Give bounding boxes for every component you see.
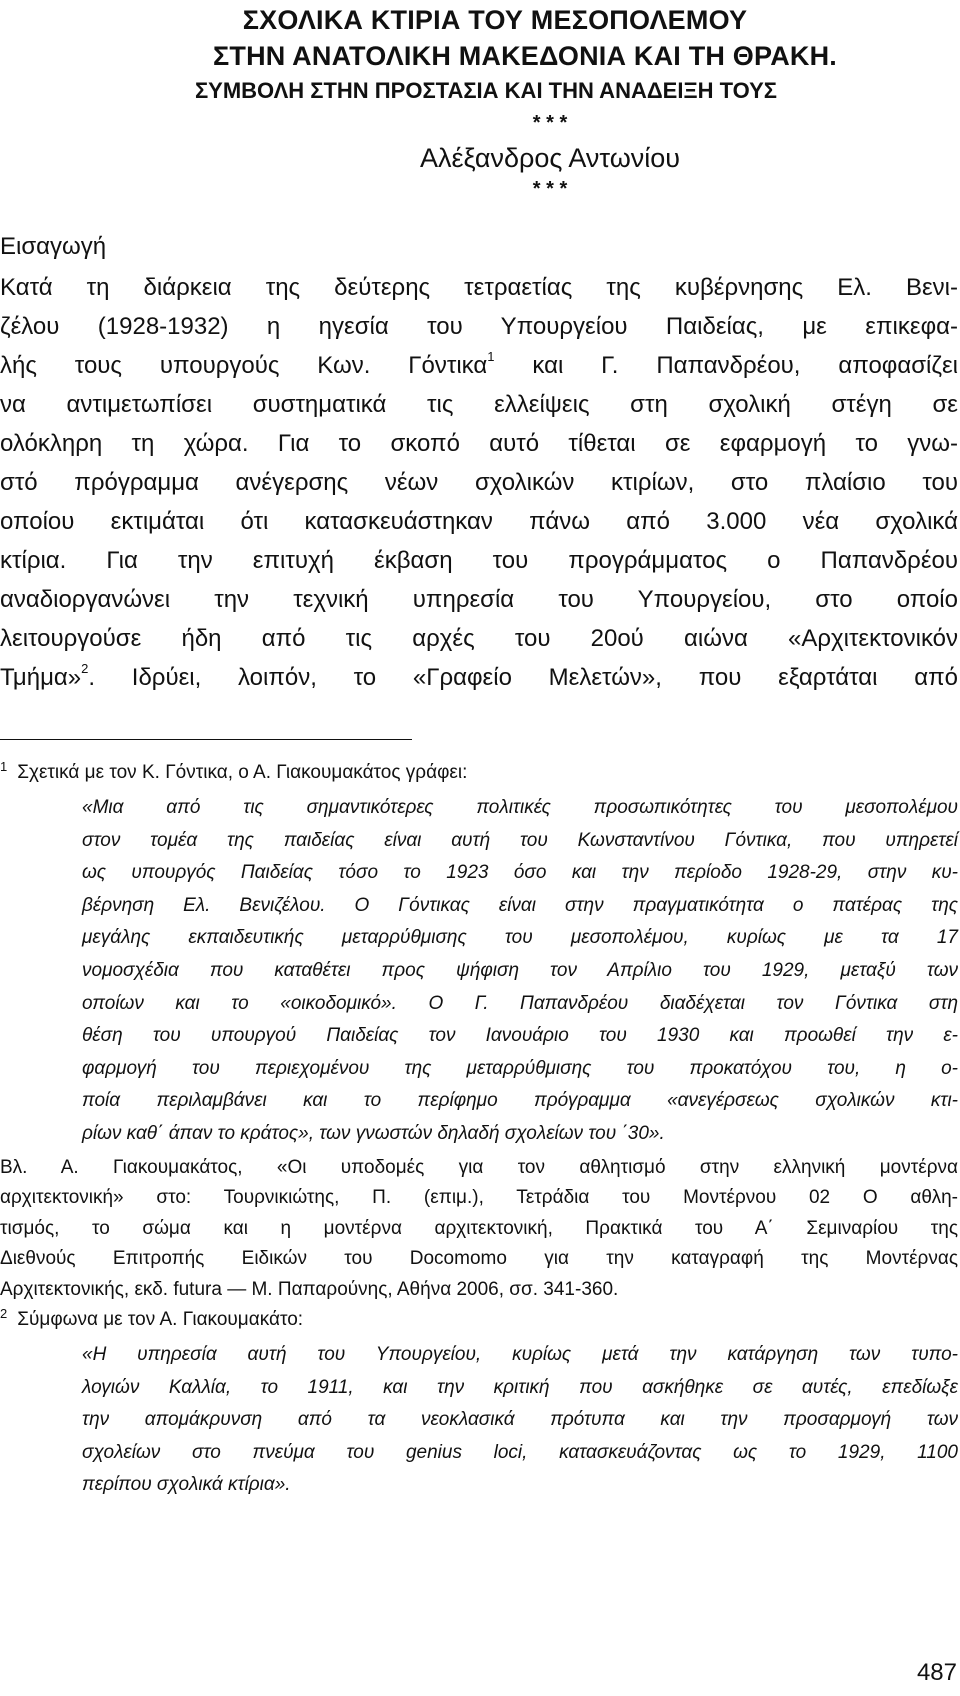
footnotes (0, 758, 958, 1502)
quote-line: ρίων καθ΄ άπαν το κράτος», των γνωστών δηλαδή σχολείων του ΄30». (82, 1122, 665, 1144)
quote-line: λογιών Καλλία, το 1911, και την κριτική που ασκήθηκε σε αυτές, επεδίωξε (82, 1376, 958, 1398)
body-text-segment: . Ιδρύει, λοιπόν, το «Γραφείο Μελετών», που εξαρτάται από (88, 664, 958, 691)
footnote-ref-1[interactable]: 1 (487, 349, 495, 364)
body-line: να αντιμετωπίσει συστηματικά τις ελλείψεις στη σχολική στέγη σε (0, 391, 958, 418)
body-text-segment: λής τους υπουργούς Κων. Γόντικα (0, 352, 488, 379)
footnote-1-intro (0, 758, 958, 788)
body-line: λειτουργούσε ήδη από τις αρχές του 20ού αιώνα «Αρχιτεκτονικόν (0, 625, 958, 652)
body-line: Κατά τη διάρκεια της δεύτερης τετραετίας της κυβέρνησης Ελ. Βενι- (0, 274, 958, 301)
body-line (0, 346, 958, 385)
section-heading: Εισαγωγή (0, 233, 107, 260)
body-line: ολόκληρη τη χώρα. Για το σκοπό αυτό τίθεται σε εφαρμογή το γνω- (0, 430, 958, 457)
quote-line: «Η υπηρεσία αυτή του Υπουργείου, κυρίως μετά την κατάργηση των τυπο- (82, 1344, 958, 1366)
quote-line: βέρνηση Ελ. Βενιζέλου. Ο Γόντικας είναι στην πραγματικότητα ο πατέρας της (82, 894, 958, 916)
quote-line: ποία περιλαμβάνει και το περίφημο πρόγραμμα «ανεγέρσεως σχολικών κτι- (82, 1090, 958, 1112)
quote-line: ως υπουργός Παιδείας τόσο το 1923 όσο και την περίοδο 1928-29, στην κυ- (82, 862, 958, 884)
reference-line: αρχιτεκτονική» στο: Τουρνικιώτης, Π. (επιμ.), Τετράδια του Μοντέρνου 02 Ο αθλη- (0, 1187, 958, 1209)
body-line: ζέλου (1928-1932) η ηγεσία του Υπουργείου Παιδείας, με επικεφα- (0, 313, 958, 340)
subtitle: ΣΥΜΒΟΛΗ ΣΤΗΝ ΠΡΟΣΤΑΣΙΑ ΚΑΙ ΤΗΝ ΑΝΑΔΕΙΞΗ ΤΟΥΣ (194, 78, 778, 103)
reference-line: Αρχιτεκτονικής, εκδ. futura — Μ. Παπαρούνης, Αθήνα 2006, σσ. 341-360. (0, 1278, 619, 1300)
quote-line: την απομάκρυνση από τα νεοκλασικά πρότυπα και την προσαρμογή των (82, 1409, 958, 1431)
footnote-2-intro (0, 1305, 958, 1335)
author-name: Αλέξανδρος Αντωνίου (419, 143, 681, 173)
separator-stars-bottom: * * * (532, 178, 568, 200)
footnote-ref-2[interactable]: 2 (81, 661, 89, 676)
footnote-1-reference (0, 1153, 958, 1306)
footnote-text: Σύμφωνα με τον Α. Γιακουμακάτο: (17, 1309, 304, 1331)
footnote-number: 1 (0, 758, 8, 774)
body-paragraph (0, 268, 958, 697)
body-line: οποίου εκτιμάται ότι κατασκευάστηκαν πάνω από 3.000 νέα σχολικά (0, 508, 958, 535)
reference-line: Βλ. Α. Γιακουμακάτος, «Οι υποδομές για τον αθλητισμό στην ελληνική μοντέρνα (0, 1156, 958, 1178)
footnote-2-quote (0, 1339, 958, 1502)
separator-stars-top: * * * (532, 112, 568, 134)
quote-line: οποίων και το «οικοδομικό». Ο Γ. Παπανδρέου διαδέχεται τον Γόντικα στη (82, 992, 958, 1014)
body-line: στό πρόγραμμα ανέγερσης νέων σχολικών κτιρίων, στο πλαίσιο του (0, 469, 958, 496)
title-line-2: ΣΤΗΝ ΑΝΑΤΟΛΙΚΗ ΜΑΚΕΔΟΝΙΑ ΚΑΙ ΤΗ ΘΡΑΚΗ. (212, 41, 837, 71)
body-text-segment: και Γ. Παπανδρέου, αποφασίζει (494, 352, 958, 379)
footnote-1-quote (0, 792, 958, 1151)
title-block (0, 2, 960, 200)
reference-line: Διεθνούς Επιτροπής Ειδικών του Docomomo για την καταγραφή της Μοντέρνας (0, 1248, 958, 1270)
quote-line: νομοσχέδια που καταθέτει προς ψήφιση τον Απρίλιο του 1929, μεταξύ των (82, 959, 958, 981)
footnote-number: 2 (0, 1305, 8, 1321)
footnote-text: Σχετικά με τον Κ. Γόντικα, ο Α. Γιακουμακάτος γράφει: (17, 762, 468, 783)
quote-line: φαρμογή του περιεχομένου της μεταρρύθμισης του προκατόχου του, η ο- (82, 1057, 958, 1079)
page-number: 487 (916, 1659, 957, 1686)
footnote-separator (0, 739, 412, 740)
quote-line: μεγάλης εκπαιδευτικής μεταρρύθμισης του μεσοπολέμου, κυρίως με τα 17 (82, 927, 958, 949)
quote-line: θέση του υπουργού Παιδείας τον Ιανουάριο του 1930 και προωθεί την ε- (82, 1025, 958, 1047)
quote-line: περίπου σχολικά κτίρια». (82, 1474, 291, 1496)
quote-line: στον τομέα της παιδείας είναι αυτή του Κωνσταντίνου Γόντικα, που υπηρετεί (82, 829, 958, 851)
body-line: κτίρια. Για την επιτυχή έκβαση του προγράμματος ο Παπανδρέου (0, 547, 958, 574)
body-line (0, 658, 958, 697)
quote-line: σχολείων στο πνεύμα του genius loci, κατασκευάζοντας ως το 1929, 1100 (82, 1441, 958, 1463)
body-text-segment: Τμήμα» (0, 664, 82, 691)
reference-line: τισμός, το σώμα και η μοντέρνα αρχιτεκτονική, Πρακτικά του Α΄ Σεμιναρίου της (0, 1217, 958, 1239)
body-line: αναδιοργανώνει την τεχνική υπηρεσία του Υπουργείου, στο οποίο (0, 586, 958, 613)
title-line-1: ΣΧΟΛΙΚΑ ΚΤΙΡΙΑ ΤΟΥ ΜΕΣΟΠΟΛΕΜΟΥ (242, 5, 748, 35)
quote-line: «Μια από τις σημαντικότερες πολιτικές προσωπικότητες του μεσοπολέμου (82, 797, 958, 818)
